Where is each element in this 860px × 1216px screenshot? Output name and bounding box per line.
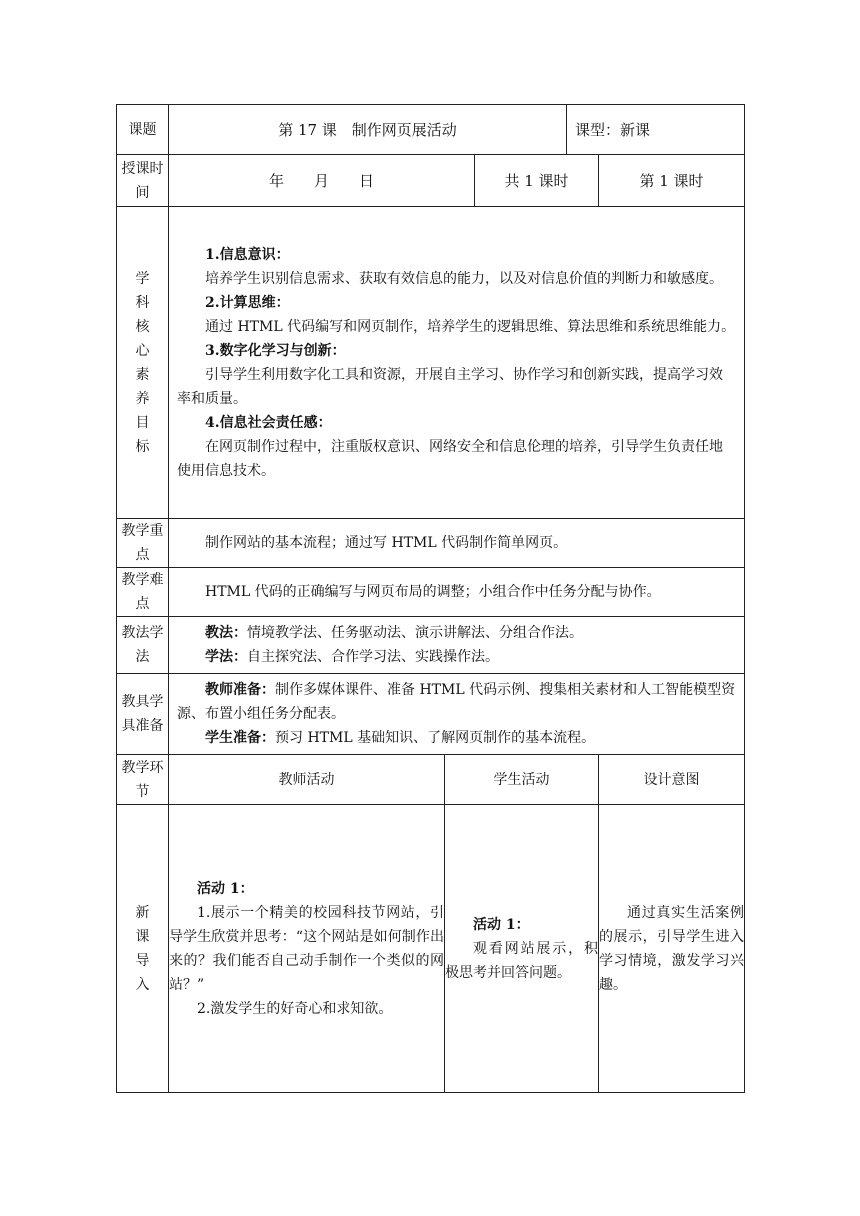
- objective-1-title: 1.信息意识：: [205, 246, 290, 263]
- learn-method-keyword: 学法：: [205, 649, 247, 665]
- objectives-label: 学科核心素养目标: [117, 207, 169, 519]
- key-points-label: 教学重点: [117, 519, 169, 568]
- intro-design-cell: [599, 805, 745, 1093]
- learn-method-text: 自主探究法、合作学习法、实践操作法。: [247, 649, 499, 665]
- intro-stage-label: 新课导入: [117, 805, 169, 1093]
- intro-teacher-step-1: 1.展示一个精美的校园科技节网站，引导学生欣赏并思考：“这个网站是如何制作出来的？我们能否自己动手制作一个类似的网站？”: [169, 904, 444, 993]
- intro-student-text: 观看网站展示，积极思考并回答问题。: [445, 940, 598, 981]
- objective-4-title: 4.信息社会责任感：: [205, 414, 332, 431]
- student-activity-header: 学生活动: [445, 755, 599, 805]
- intro-teacher-cell: [169, 805, 445, 1093]
- time-row: [117, 155, 745, 207]
- stage-header: 教学环节: [117, 755, 169, 805]
- teach-method-text: 情境教学法、任务驱动法、演示讲解法、分组合作法。: [247, 625, 583, 641]
- lesson-title: 第 17 课 制作网页展活动: [169, 105, 567, 155]
- lesson-plan-table: [116, 104, 745, 1093]
- objective-2-title: 2.计算思维：: [205, 294, 290, 311]
- date-field: 年 月 日: [169, 155, 475, 207]
- lesson-type: 课型：新课: [567, 105, 745, 155]
- time-label: 授课时间: [117, 155, 169, 207]
- current-period: 第 1 课时: [599, 155, 745, 207]
- difficulties-row: [117, 568, 745, 617]
- objective-4-text: 在网页制作过程中，注重版权意识、网络安全和信息伦理的培养，引导学生负责任地使用信息技术。: [177, 438, 723, 479]
- objective-1-text: 培养学生识别信息需求、获取有效信息的能力，以及对信息价值的判断力和敏感度。: [205, 270, 723, 287]
- teach-method-keyword: 教法：: [205, 625, 247, 641]
- topic-label: 课题: [117, 105, 169, 155]
- tools-content: [169, 674, 745, 755]
- objective-3-text: 引导学生利用数字化工具和资源，开展自主学习、协作学习和创新实践，提高学习效率和质量。: [177, 366, 723, 407]
- intro-row: [117, 805, 745, 1093]
- difficulties-label: 教学难点: [117, 568, 169, 617]
- objectives-content: [169, 207, 745, 519]
- tools-row: [117, 674, 745, 755]
- tools-label: 教具学具准备: [117, 674, 169, 755]
- methods-row: [117, 617, 745, 674]
- objectives-row: [117, 207, 745, 519]
- key-points-row: [117, 519, 745, 568]
- intro-student-title: 活动 1：: [473, 916, 530, 933]
- objective-3-title: 3.数字化学习与创新：: [205, 342, 346, 359]
- intro-teacher-title: 活动 1：: [197, 880, 254, 897]
- teacher-prep-keyword: 教师准备：: [205, 682, 275, 698]
- student-prep-keyword: 学生准备：: [205, 730, 275, 746]
- total-periods: 共 1 课时: [475, 155, 599, 207]
- design-intent-header: 设计意图: [599, 755, 745, 805]
- difficulties-text: HTML 代码的正确编写与网页布局的调整；小组合作中任务分配与协作。: [169, 568, 745, 617]
- methods-content: [169, 617, 745, 674]
- intro-student-cell: [445, 805, 599, 1093]
- teacher-prep-text: 制作多媒体课件、准备 HTML 代码示例、搜集相关素材和人工智能模型资源、布置小组任务分配表。: [177, 682, 736, 722]
- key-points-text: 制作网站的基本流程；通过写 HTML 代码制作简单网页。: [169, 519, 745, 568]
- activity-header-row: [117, 755, 745, 805]
- intro-design-text: 通过真实生活案例的展示，引导学生进入学习情境，激发学习兴趣。: [599, 904, 745, 993]
- topic-row: [117, 105, 745, 155]
- intro-teacher-step-2: 2.激发学生的好奇心和求知欲。: [197, 1000, 393, 1017]
- methods-label: 教法学法: [117, 617, 169, 674]
- teacher-activity-header: 教师活动: [169, 755, 445, 805]
- objective-2-text: 通过 HTML 代码编写和网页制作，培养学生的逻辑思维、算法思维和系统思维能力。: [205, 318, 736, 335]
- student-prep-text: 预习 HTML 基础知识、了解网页制作的基本流程。: [275, 730, 596, 746]
